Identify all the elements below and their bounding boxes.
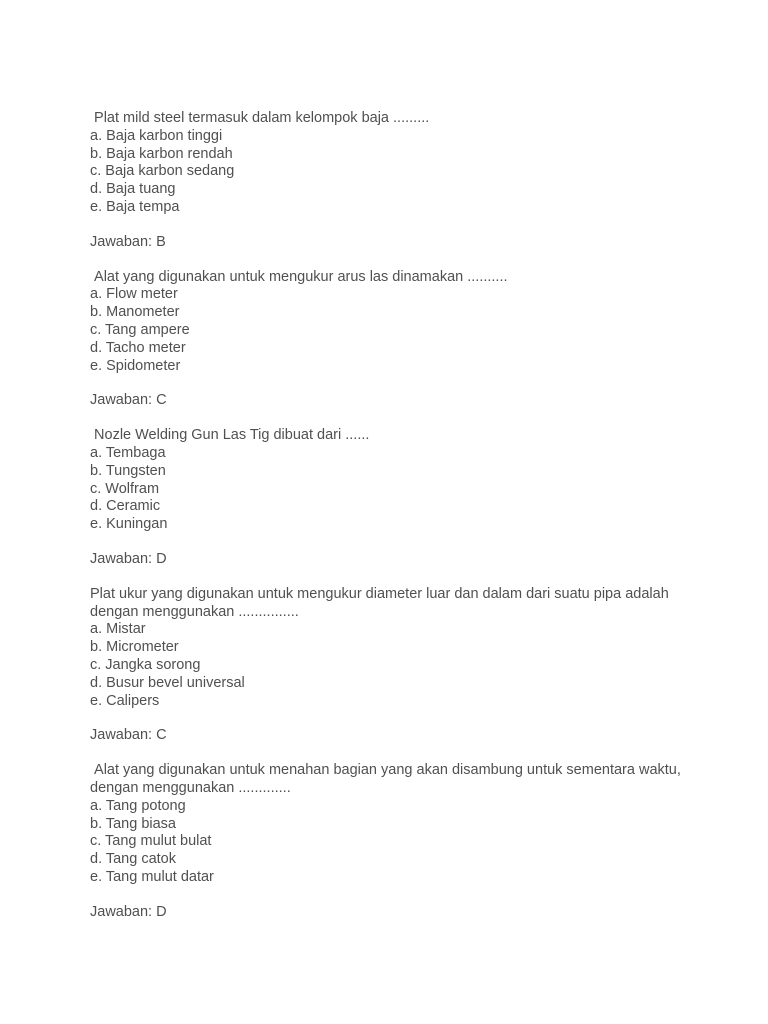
question-text: Nozle Welding Gun Las Tig dibuat dari ......: [90, 427, 370, 444]
option-d: d. Ceramic: [90, 498, 161, 515]
question-block: [90, 269, 690, 411]
option-e: e. Spidometer: [90, 357, 181, 374]
option-list: [90, 798, 690, 887]
option-c: c. Tang mulut bulat: [90, 833, 212, 850]
option-e: e. Calipers: [90, 692, 160, 709]
option-list: [90, 128, 690, 217]
question-block: [90, 762, 690, 921]
option-b: b. Tungsten: [90, 462, 166, 479]
question-text: Plat mild steel termasuk dalam kelompok baja .........: [90, 110, 430, 126]
document-page: [90, 110, 690, 938]
option-c: c. Baja karbon sedang: [90, 163, 235, 180]
option-e: e. Kuningan: [90, 516, 168, 533]
answer-text: Jawaban: C: [90, 392, 167, 409]
question-text: Alat yang digunakan untuk menahan bagian yang akan disambung untuk sementara waktu, dengan menggunakan .............: [90, 762, 685, 796]
option-a: a. Mistar: [90, 621, 146, 638]
answer-text: Jawaban: D: [90, 550, 167, 567]
option-a: a. Baja karbon tinggi: [90, 127, 223, 144]
option-a: a. Tembaga: [90, 444, 166, 461]
option-d: d. Baja tuang: [90, 181, 176, 198]
option-d: d. Tang catok: [90, 851, 176, 868]
answer-text: Jawaban: B: [90, 233, 166, 250]
option-a: a. Flow meter: [90, 286, 178, 303]
option-d: d. Tacho meter: [90, 339, 186, 356]
option-c: c. Jangka sorong: [90, 656, 201, 673]
option-d: d. Busur bevel universal: [90, 674, 245, 691]
option-e: e. Baja tempa: [90, 198, 180, 215]
option-list: [90, 621, 690, 710]
option-a: a. Tang potong: [90, 797, 186, 814]
option-list: [90, 445, 690, 534]
option-c: c. Tang ampere: [90, 321, 190, 338]
option-c: c. Wolfram: [90, 480, 160, 497]
question-block: [90, 427, 690, 569]
answer-text: Jawaban: C: [90, 727, 167, 744]
option-list: [90, 286, 690, 375]
answer-text: Jawaban: D: [90, 903, 167, 920]
option-b: b. Baja karbon rendah: [90, 145, 233, 162]
option-e: e. Tang mulut datar: [90, 868, 214, 885]
question-block: [90, 586, 690, 745]
question-block: [90, 110, 690, 252]
question-text: Alat yang digunakan untuk mengukur arus las dinamakan ..........: [90, 268, 508, 285]
option-b: b. Micrometer: [90, 639, 179, 656]
option-b: b. Manometer: [90, 304, 180, 321]
option-b: b. Tang biasa: [90, 815, 176, 832]
question-text: Plat ukur yang digunakan untuk mengukur diameter luar dan dalam dari suatu pipa adalah dengan menggunakan ...............: [90, 585, 673, 620]
